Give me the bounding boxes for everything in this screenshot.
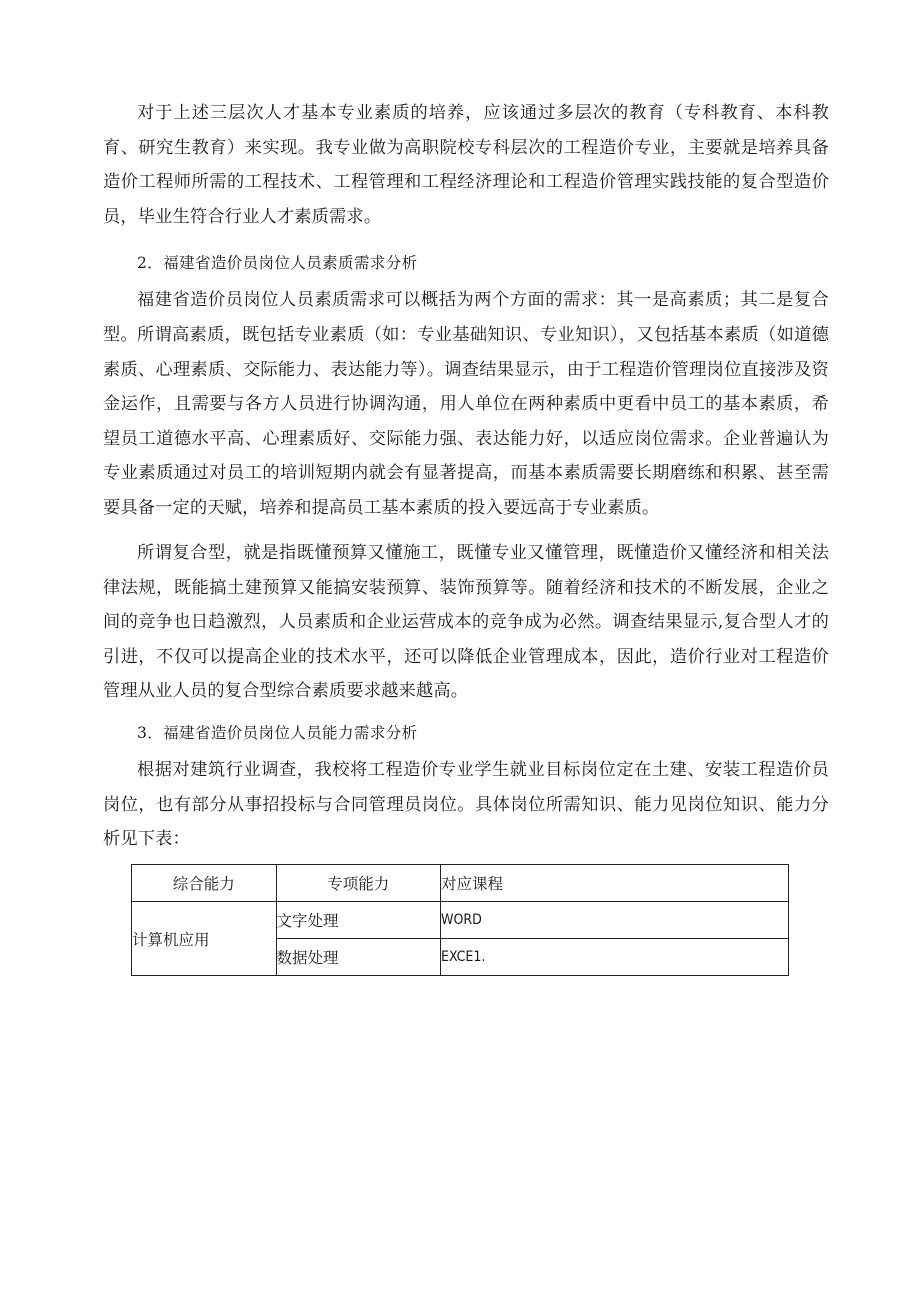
ability-table: [131, 864, 789, 976]
ability-cell: 数据处理: [276, 939, 440, 976]
ability-cell: 文字处理: [276, 902, 440, 939]
header-specific-ability: 专项能力: [276, 865, 440, 902]
course-cell: EXCE1.: [441, 939, 789, 976]
category-cell: 计算机应用: [132, 902, 277, 976]
header-course: 对应课程: [441, 865, 789, 902]
table-header-row: [132, 865, 789, 902]
course-cell: WORD: [441, 902, 789, 939]
paragraph-talent-training: 对于上述三层次人才基本专业素质的培养，应该通过多层次的教育（专科教育、本科教育、研究生教育）来实现。我专业做为高职院校专科层次的工程造价专业，主要就是培养具备造价工程师所需的工程技术、工程管理和工程经济理论和工程造价管理实践技能的复合型造价员，毕业生符合行业人才素质需求。: [103, 103, 829, 227]
section-heading-ability-needs: 3．福建省造价员岗位人员能力需求分析: [137, 724, 418, 742]
paragraph-high-quality: 所谓高素质，既包括专业素质（如：专业基础知识、专业知识），又包括基本素质（如道德素质、心理素质、交际能力、表达能力等）。调查结果显示，由于工程造价管理岗位直接涉及资金运作，且需要与各方人员进行协调沟通，用人单位在两种素质中更看中员工的基本素质，希望员工道德水平高、心理素质好、交际能力强、表达能力好，以适应岗位需求。企业普遍认为专业素质通过对员工的培训短期内就会有显著提高，而基本素质需要长期磨练和积累、甚至需要具备一定的天赋，培养和提高员工基本素质的投入要远高于专业素质。: [103, 325, 829, 518]
paragraph-compound-type: 所谓复合型，就是指既懂预算又懂施工，既懂专业又懂管理，既懂造价又懂经济和相关法律法规，既能搞土建预算又能搞安装预算、装饰预算等。随着经济和技术的不断发展，企业之间的竞争也日趋激烈，人员素质和企业运营成本的竞争成为必然。调查结果显示,复合型人才的引进，不仅可以提高企业的技术水平，还可以降低企业管理成本，因此，造价行业对工程造价管理从业人员的复合型综合素质要求越来越高。: [103, 543, 829, 701]
paragraph-job-positions: 根据对建筑行业调查，我校将工程造价专业学生就业目标岗位定在土建、安装工程造价员岗位，也有部分从事招投标与合同管理员岗位。具体岗位所需知识、能力见岗位知识、能力分析见下表：: [103, 760, 829, 849]
paragraph-quality-summary: 福建省造价员岗位人员素质需求可以概括为两个方面的需求：其一是高素质；其二是复合型。: [103, 290, 829, 345]
header-comprehensive-ability: 综合能力: [132, 865, 277, 902]
table-row: [132, 902, 789, 939]
section-heading-quality-needs: 2．福建省造价员岗位人员素质需求分析: [137, 254, 418, 272]
